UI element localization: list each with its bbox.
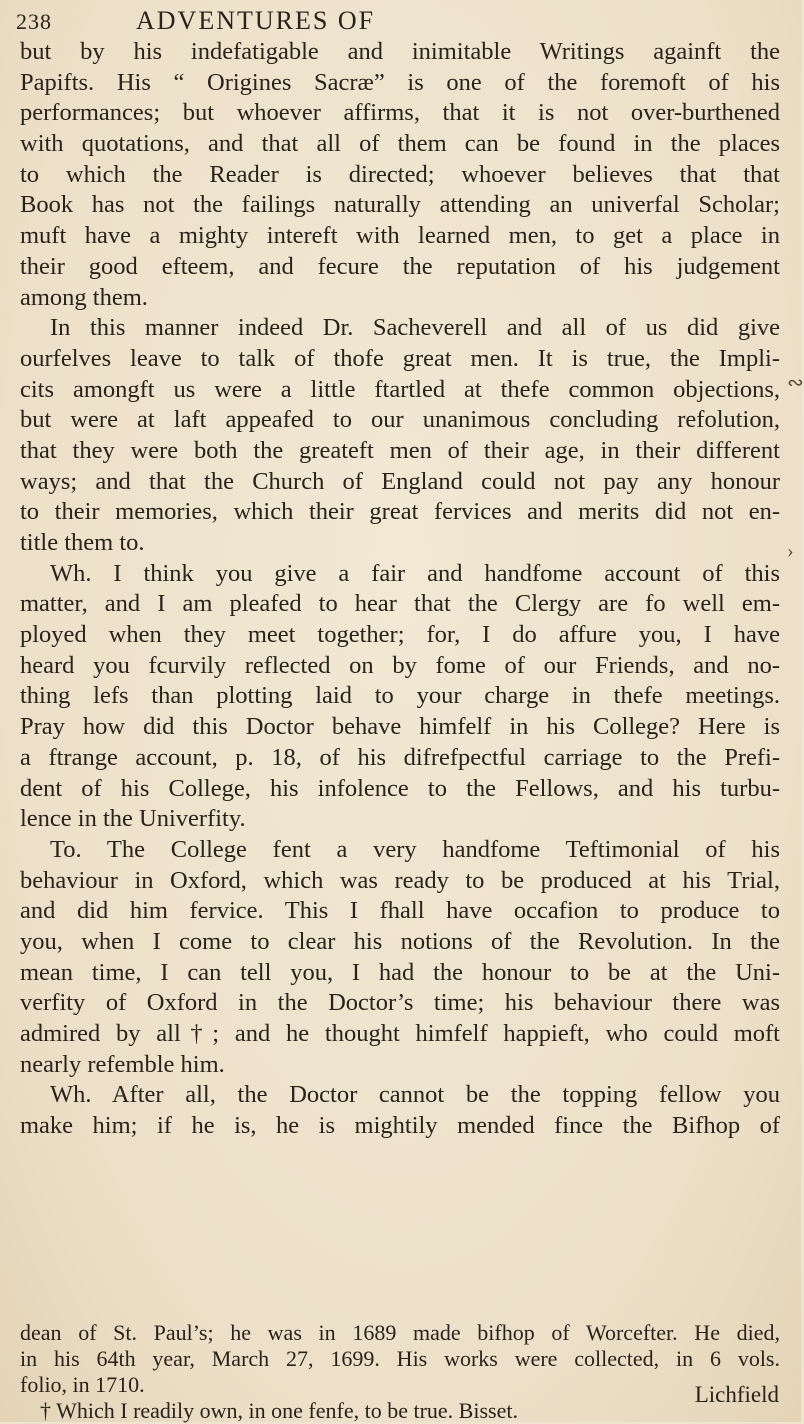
- text-line: ourfelves leave to talk of thofe great men. It is true, the Impli-: [20, 344, 780, 372]
- text-line: Pray how did this Doctor behave himfelf in his College? Here is: [20, 713, 780, 741]
- text-line: admired by all†; and he thought himfelf happieft, who could moft: [20, 1020, 780, 1047]
- text-line: that they were both the greateft men of their age, in their different: [20, 436, 780, 464]
- text-line: Wh. After all, the Doctor cannot be the topping fellow you: [50, 1081, 780, 1109]
- text-line: To. The College fent a very handfome Teftimonial of his: [50, 835, 780, 863]
- text-line: among them.: [20, 283, 148, 311]
- margin-mark: ∾: [787, 372, 804, 394]
- footnote-line: in his 64th year, March 27, 1699. His works were collected, in 6 vols.: [20, 1346, 780, 1371]
- page-number: 238: [16, 9, 52, 34]
- text-line: behaviour in Oxford, which was ready to be produced at his Trial,: [20, 866, 780, 894]
- footnote-line: † Which I readily own, in one fenfe, to be true. Bisset.: [40, 1398, 518, 1423]
- body-text: [20, 37, 780, 1142]
- text-line: matter, and I am pleafed to hear that the Clergy are fo well em-: [20, 590, 780, 618]
- text-line: verfity of Oxford in the Doctor’s time; his behaviour there was: [20, 989, 780, 1017]
- text-line: thing lefs than plotting laid to your charge in thefe meetings.: [20, 682, 780, 710]
- text-line: In this manner indeed Dr. Sacheverell and all of us did give: [50, 314, 780, 342]
- text-line: you, when I come to clear his notions of the Revolution. In the: [20, 927, 780, 955]
- text-line: Book has not the failings naturally attending an univerfal Scholar;: [20, 191, 780, 219]
- text-line: lence in the Univerfity.: [20, 805, 246, 833]
- footnote-line: folio, in 1710.: [20, 1372, 145, 1397]
- text-line: but by his indefatigable and inimitable Writings againft the: [20, 38, 780, 65]
- text-line: mean time, I can tell you, I had the honour to be at the Uni-: [20, 958, 780, 986]
- text-line: Papifts. His “ Origines Sacræ” is one of the foremoft of his: [20, 68, 780, 96]
- running-head: ADVENTURES OF: [136, 6, 376, 35]
- text-line: muft have a mighty intereft with learned men, to get a place in: [20, 222, 780, 250]
- margin-mark: ›: [787, 540, 794, 562]
- catchword: Lichfield: [694, 1382, 779, 1407]
- text-line: Wh. I think you give a fair and handfome account of this: [50, 559, 780, 587]
- text-line: nearly refemble him.: [20, 1050, 225, 1078]
- text-line: but were at laft appeafed to our unanimous concluding refolution,: [20, 406, 780, 434]
- text-line: dent of his College, his infolence to the Fellows, and his turbu-: [20, 774, 780, 802]
- text-line: heard you fcurvily reflected on by fome of our Friends, and no-: [20, 651, 780, 679]
- text-line: ployed when they meet together; for, I do affure you, I have: [20, 621, 780, 649]
- text-line: make him; if he is, he is mightily mended fince the Bifhop of: [20, 1112, 780, 1140]
- text-line: ways; and that the Church of England could not pay any honour: [20, 467, 780, 495]
- text-line: with quotations, and that all of them can be found in the places: [20, 130, 780, 158]
- text-line: to their memories, which their great fervices and merits did not en-: [20, 498, 780, 526]
- text-line: their good efteem, and fecure the reputation of his judgement: [20, 252, 780, 280]
- text-line: cits amongft us were a little ftartled at thefe common objections,: [20, 375, 780, 403]
- footnote-line: dean of St. Paul’s; he was in 1689 made bifhop of Worcefter. He died,: [20, 1320, 780, 1345]
- text-line: title them to.: [20, 529, 145, 556]
- text-line: a ftrange account, p. 18, of his difrefpectful carriage to the Prefi-: [20, 743, 780, 771]
- page-header: [16, 6, 776, 40]
- footnotes: [20, 1320, 780, 1424]
- text-line: to which the Reader is directed; whoever believes that that: [20, 160, 780, 188]
- text-line: and did him fervice. This I fhall have occafion to produce to: [20, 897, 780, 925]
- text-line: performances; but whoever affirms, that it is not over-burthened: [20, 99, 780, 127]
